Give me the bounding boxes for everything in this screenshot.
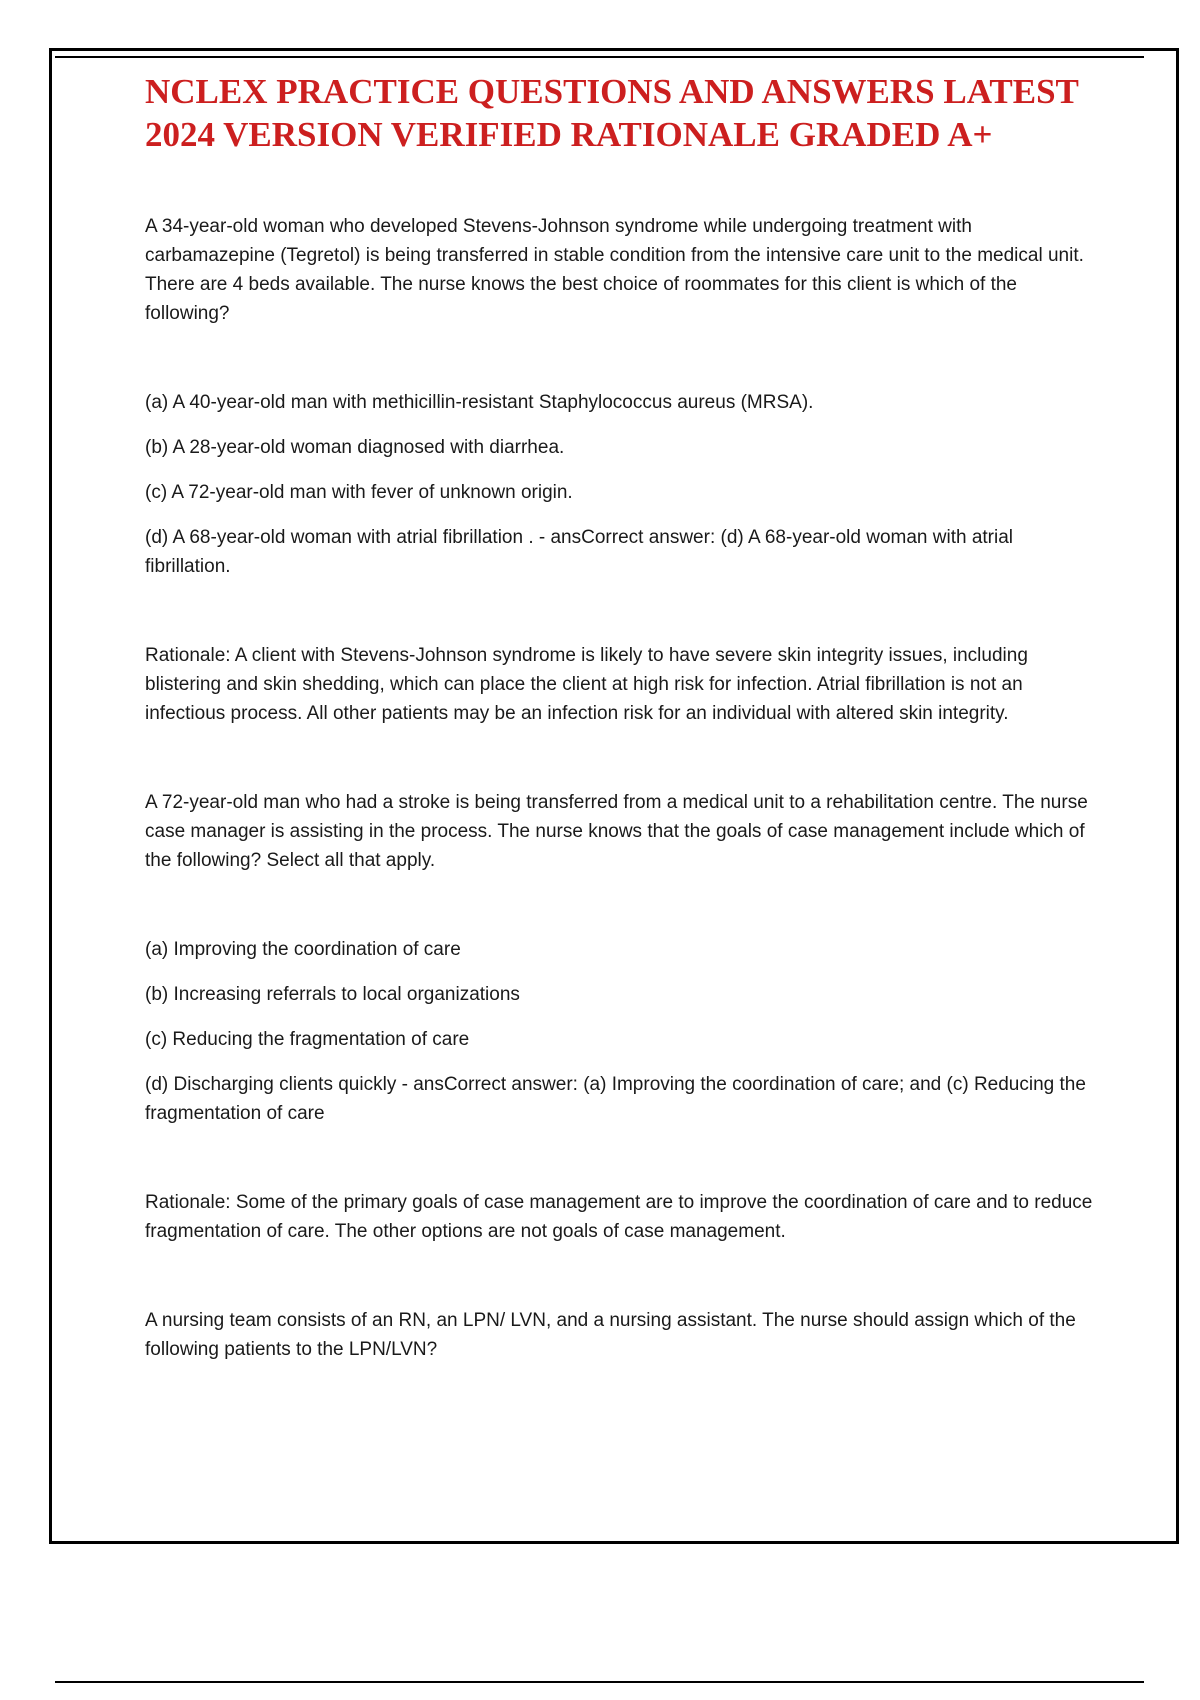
- question-2-option-a: (a) Improving the coordination of care: [145, 939, 461, 960]
- question-2-option-b: (b) Increasing referrals to local organizations: [145, 984, 520, 1005]
- document-title: NCLEX PRACTICE QUESTIONS AND ANSWERS LATEST 2024 VERSION VERIFIED RATIONALE GRADED A+: [145, 72, 1079, 154]
- question-1-option-d-answer: (d) A 68-year-old woman with atrial fibrillation . - ansCorrect answer: (d) A 68-year-old woman with atrial fibrillation.: [145, 527, 1014, 577]
- document-body: [145, 70, 1095, 1364]
- question-1-option-b: (b) A 28-year-old woman diagnosed with diarrhea.: [145, 437, 565, 458]
- question-3-text: A nursing team consists of an RN, an LPN/ LVN, and a nursing assistant. The nurse should assign which of the following patients to the LPN/LVN?: [145, 1310, 1076, 1360]
- question-1-rationale: Rationale: A client with Stevens-Johnson syndrome is likely to have severe skin integrity issues, including blistering and skin shedding, which can place the client at high risk for infection. Atrial fibrillation is not an infectious process. All other patients may be an infection risk for an individual with altered skin integrity.: [145, 645, 1028, 724]
- question-2-option-d-answer: (d) Discharging clients quickly - ansCorrect answer: (a) Improving the coordination of care; and (c) Reducing the fragmentation of care: [145, 1074, 1086, 1124]
- question-1-text: A 34-year-old woman who developed Stevens-Johnson syndrome while undergoing treatment with carbamazepine (Tegretol) is being transferred in stable condition from the intensive care unit to the medical unit. There are 4 beds available. The nurse knows the best choice of roommates for this client is which of the following?: [145, 216, 1084, 324]
- footer-rule: [55, 1681, 1144, 1683]
- question-2-option-c: (c) Reducing the fragmentation of care: [145, 1029, 470, 1050]
- question-1-option-c: (c) A 72-year-old man with fever of unknown origin.: [145, 482, 573, 503]
- question-1-option-a: (a) A 40-year-old man with methicillin-resistant Staphylococcus aureus (MRSA).: [145, 392, 814, 413]
- question-2-rationale: Rationale: Some of the primary goals of case management are to improve the coordination of care and to reduce fragmentation of care. The other options are not goals of case management.: [145, 1192, 1093, 1242]
- header-rule: [55, 56, 1144, 58]
- question-2-text: A 72-year-old man who had a stroke is being transferred from a medical unit to a rehabilitation centre. The nurse case manager is assisting in the process. The nurse knows that the goals of case management include which of the following? Select all that apply.: [145, 792, 1088, 871]
